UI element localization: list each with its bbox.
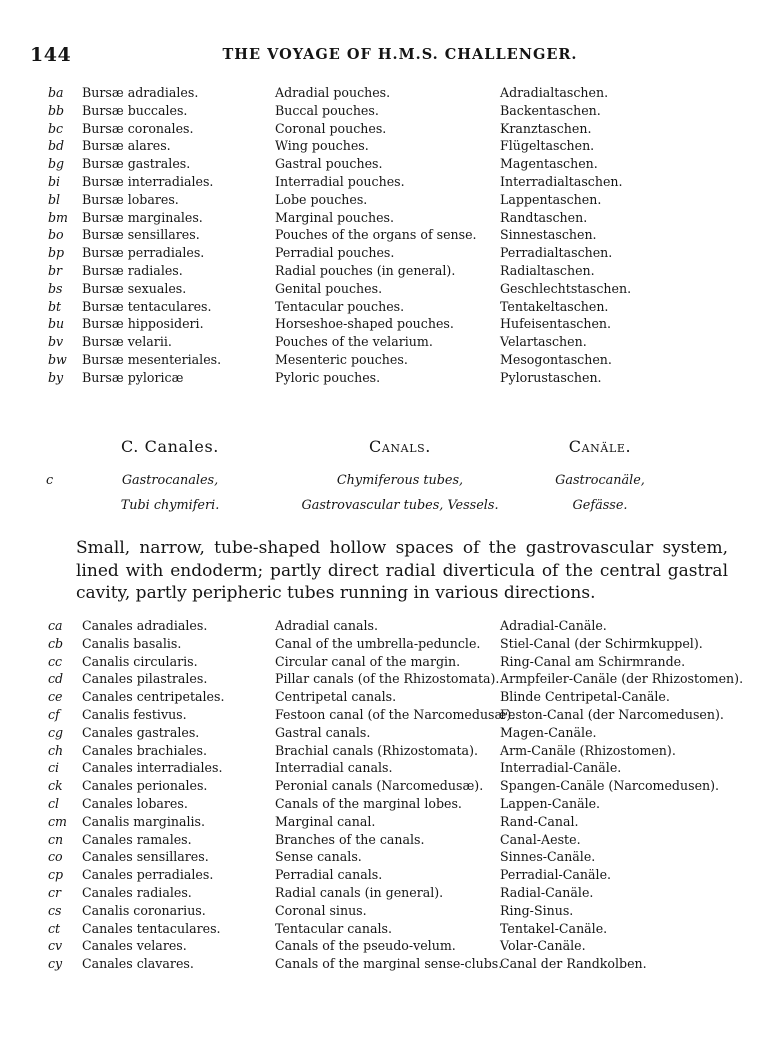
table-row xyxy=(0,920,776,938)
latin-term: Canales perradiales. xyxy=(82,867,214,883)
german-term: Radial-Canäle. xyxy=(500,884,594,900)
section-heading-german: Canäle. xyxy=(568,437,632,456)
table-row xyxy=(0,137,776,155)
abbr: cs xyxy=(48,902,62,918)
abbr: cf xyxy=(48,706,60,722)
latin-term: Canales velares. xyxy=(82,938,187,954)
latin-term: Canales lobares. xyxy=(82,795,188,811)
table-row xyxy=(0,742,776,760)
canales-table xyxy=(0,617,776,973)
english-term: Pouches of the organs of sense. xyxy=(275,227,477,243)
abbr: ct xyxy=(48,920,61,936)
latin-term: Canales radiales. xyxy=(82,884,192,900)
latin-term: Bursæ coronales. xyxy=(82,120,194,136)
latin-term: Bursæ velarii. xyxy=(82,334,172,350)
german-term: Magen-Canäle. xyxy=(500,724,597,740)
german-term: Mesogontaschen. xyxy=(500,351,612,367)
english-term: Radial canals (in general). xyxy=(275,884,444,900)
english-term: Coronal pouches. xyxy=(275,120,387,136)
german-term: Magentaschen. xyxy=(500,156,598,172)
german-term: Pylorustaschen. xyxy=(500,369,602,385)
abbr: cl xyxy=(48,795,60,811)
synonym-row xyxy=(0,498,776,518)
table-row xyxy=(0,351,776,369)
german-term: Spangen-Canäle (Narcomedusen). xyxy=(500,778,720,794)
english-term: Interradial canals. xyxy=(275,760,393,776)
latin-term: Bursæ gastrales. xyxy=(82,156,191,172)
table-row xyxy=(0,333,776,351)
latin-term: Bursæ sexuales. xyxy=(82,280,187,296)
section-heading-latin: C. Canales. xyxy=(121,437,219,456)
english-term: Wing pouches. xyxy=(275,138,369,154)
german-term: Sinnes-Canäle. xyxy=(500,849,596,865)
abbr: bc xyxy=(48,120,64,136)
table-row xyxy=(0,848,776,866)
table-row xyxy=(0,120,776,138)
german-term: Lappen-Canäle. xyxy=(500,795,601,811)
abbr: cy xyxy=(48,956,63,972)
english-term: Pillar canals (of the Rhizostomata). xyxy=(275,671,500,687)
german-term: Ring-Canal am Schirmrande. xyxy=(500,653,686,669)
latin-term: Canalis circularis. xyxy=(82,653,198,669)
german-term: Adradialtaschen. xyxy=(500,85,609,100)
section-heading-english: Canals. xyxy=(369,437,431,456)
english-term: Adradial pouches. xyxy=(275,85,391,100)
table-row xyxy=(0,955,776,973)
german-term: Blinde Centripetal-Canäle. xyxy=(500,689,670,705)
section-c-headings xyxy=(0,437,776,459)
english-term: Radial pouches (in general). xyxy=(275,262,456,278)
latin-term: Canales centripetales. xyxy=(82,689,225,705)
english-term: Mesenteric pouches. xyxy=(275,351,408,367)
german-term: Ring-Sinus. xyxy=(500,902,574,918)
english-term: Pyloric pouches. xyxy=(275,369,381,385)
latin-term: Bursæ sensillares. xyxy=(82,227,200,243)
synonym-abbr: c xyxy=(46,473,54,488)
abbr: bg xyxy=(48,156,65,172)
german-term: Hufeisentaschen. xyxy=(500,316,612,332)
table-row xyxy=(0,262,776,280)
english-term: Gastral pouches. xyxy=(275,156,383,172)
latin-term: Canales adradiales. xyxy=(82,618,208,633)
german-term: Rand-Canal. xyxy=(500,813,579,829)
abbr: cr xyxy=(48,884,62,900)
abbr: ch xyxy=(48,742,64,758)
latin-term: Canales pilastrales. xyxy=(82,671,208,687)
synonym-german: Gastrocanäle, xyxy=(555,473,645,488)
latin-term: Canales perionales. xyxy=(82,778,208,794)
table-row xyxy=(0,155,776,173)
german-term: Randtaschen. xyxy=(500,209,588,225)
latin-term: Bursæ interradiales. xyxy=(82,173,214,189)
german-term: Volar-Canäle. xyxy=(500,938,586,954)
latin-term: Canales clavares. xyxy=(82,956,194,972)
table-row xyxy=(0,759,776,777)
table-row xyxy=(0,617,776,635)
german-term: Interradial-Canäle. xyxy=(500,760,622,776)
abbr: bv xyxy=(48,334,64,350)
table-row xyxy=(0,298,776,316)
latin-term: Canalis coronarius. xyxy=(82,902,206,918)
english-term: Canal of the umbrella-peduncle. xyxy=(275,635,481,651)
synonym-german: Gefässe. xyxy=(572,498,628,513)
latin-term: Bursæ marginales. xyxy=(82,209,203,225)
latin-term: Canales tentaculares. xyxy=(82,920,221,936)
table-row xyxy=(0,102,776,120)
table-row xyxy=(0,937,776,955)
table-row xyxy=(0,884,776,902)
english-term: Tentacular pouches. xyxy=(275,298,405,314)
english-term: Perradial canals. xyxy=(275,867,383,883)
latin-term: Canalis marginalis. xyxy=(82,813,205,829)
latin-term: Canalis festivus. xyxy=(82,706,187,722)
english-term: Brachial canals (Rhizostomata). xyxy=(275,742,478,758)
german-term: Kranztaschen. xyxy=(500,120,592,136)
english-term: Horseshoe-shaped pouches. xyxy=(275,316,454,332)
abbr: bm xyxy=(48,209,69,225)
latin-term: Canales brachiales. xyxy=(82,742,207,758)
english-term: Marginal canal. xyxy=(275,813,376,829)
english-term: Canals of the marginal sense-clubs. xyxy=(275,956,503,972)
german-term: Flügeltaschen. xyxy=(500,138,595,154)
table-row xyxy=(0,795,776,813)
german-term: Lappentaschen. xyxy=(500,191,602,207)
abbr: ci xyxy=(48,760,60,776)
german-term: Canal der Randkolben. xyxy=(500,956,647,972)
english-term: Sense canals. xyxy=(275,849,362,865)
synonym-row xyxy=(0,473,776,493)
english-term: Buccal pouches. xyxy=(275,102,379,118)
table-row xyxy=(0,866,776,884)
table-row xyxy=(0,209,776,227)
abbr: cn xyxy=(48,831,64,847)
synonym-latin: Gastrocanales, xyxy=(121,473,219,488)
abbr: cg xyxy=(48,724,64,740)
running-head: THE VOYAGE OF H.M.S. CHALLENGER. xyxy=(222,46,578,63)
english-term: Marginal pouches. xyxy=(275,209,395,225)
english-term: Canals of the pseudo-velum. xyxy=(275,938,456,954)
german-term: Perradialtaschen. xyxy=(500,245,613,261)
table-row xyxy=(0,244,776,262)
synonym-english: Chymiferous tubes, xyxy=(336,473,464,488)
abbr: cm xyxy=(48,813,67,829)
synonym-latin: Tubi chymiferi. xyxy=(120,498,220,513)
abbr: cv xyxy=(48,938,63,954)
german-term: Velartaschen. xyxy=(500,334,587,350)
german-term: Armpfeiler-Canäle (der Rhizostomen). xyxy=(500,671,744,687)
latin-term: Canales interradiales. xyxy=(82,760,223,776)
table-row xyxy=(0,777,776,795)
abbr: bu xyxy=(48,316,65,332)
abbr: ce xyxy=(48,689,63,705)
latin-term: Canales gastrales. xyxy=(82,724,200,740)
german-term: Sinnestaschen. xyxy=(500,227,597,243)
latin-term: Bursæ buccales. xyxy=(82,102,188,118)
section-description: Small, narrow, tube-shaped hollow spaces of the gastrovascular system, lined with endoderm; partly direct radial diverticula of the central gastral cavity, partly peripheric tubes running in various directions. xyxy=(76,538,728,603)
table-row xyxy=(0,226,776,244)
abbr: bs xyxy=(48,280,63,296)
abbr: cd xyxy=(48,671,64,687)
latin-term: Bursæ alares. xyxy=(82,138,171,154)
english-term: Coronal sinus. xyxy=(275,902,367,918)
table-row xyxy=(0,724,776,742)
english-term: Branches of the canals. xyxy=(275,831,425,847)
latin-term: Bursæ perradiales. xyxy=(82,245,205,261)
latin-term: Bursæ adradiales. xyxy=(82,85,199,100)
table-row xyxy=(0,369,776,387)
latin-term: Canales ramales. xyxy=(82,831,192,847)
english-term: Festoon canal (of the Narcomedusæ). xyxy=(275,706,516,722)
abbr: bl xyxy=(48,191,61,207)
table-row xyxy=(0,653,776,671)
table-row xyxy=(0,688,776,706)
german-term: Stiel-Canal (der Schirmkuppel). xyxy=(500,635,703,651)
english-term: Gastral canals. xyxy=(275,724,371,740)
table-row xyxy=(0,813,776,831)
german-term: Radialtaschen. xyxy=(500,262,595,278)
table-row xyxy=(0,173,776,191)
latin-term: Bursæ pyloricæ xyxy=(82,369,184,385)
abbr: bt xyxy=(48,298,62,314)
german-term: Adradial-Canäle. xyxy=(500,618,607,633)
abbr: ba xyxy=(48,85,64,100)
table-row xyxy=(0,831,776,849)
german-term: Tentakeltaschen. xyxy=(500,298,609,314)
table-row xyxy=(0,635,776,653)
german-term: Interradialtaschen. xyxy=(500,173,623,189)
page-number: 144 xyxy=(30,44,72,66)
latin-term: Bursæ hipposideri. xyxy=(82,316,204,332)
english-term: Interradial pouches. xyxy=(275,173,405,189)
latin-term: Bursæ tentaculares. xyxy=(82,298,212,314)
table-row xyxy=(0,902,776,920)
latin-term: Canalis basalis. xyxy=(82,635,182,651)
latin-term: Bursæ radiales. xyxy=(82,262,183,278)
synonym-english: Gastrovascular tubes, Vessels. xyxy=(301,498,499,513)
english-term: Pouches of the velarium. xyxy=(275,334,433,350)
german-term: Geschlechtstaschen. xyxy=(500,280,632,296)
table-row xyxy=(0,191,776,209)
table-row xyxy=(0,280,776,298)
english-term: Circular canal of the margin. xyxy=(275,653,461,669)
abbr: by xyxy=(48,369,64,385)
abbr: bi xyxy=(48,173,61,189)
abbr: ck xyxy=(48,778,63,794)
latin-term: Bursæ mesenteriales. xyxy=(82,351,222,367)
abbr: co xyxy=(48,849,63,865)
english-term: Adradial canals. xyxy=(275,618,378,633)
abbr: bw xyxy=(48,351,67,367)
english-term: Lobe pouches. xyxy=(275,191,368,207)
english-term: Perradial pouches. xyxy=(275,245,395,261)
table-row xyxy=(0,706,776,724)
table-row xyxy=(0,315,776,333)
german-term: Tentakel-Canäle. xyxy=(500,920,608,936)
english-term: Tentacular canals. xyxy=(275,920,392,936)
abbr: ca xyxy=(48,618,63,633)
german-term: Arm-Canäle (Rhizostomen). xyxy=(500,742,676,758)
latin-term: Canales sensillares. xyxy=(82,849,209,865)
abbr: bd xyxy=(48,138,65,154)
abbr: cc xyxy=(48,653,63,669)
abbr: bb xyxy=(48,102,65,118)
bursae-table xyxy=(0,84,776,387)
abbr: cp xyxy=(48,867,64,883)
abbr: bp xyxy=(48,245,65,261)
latin-term: Bursæ lobares. xyxy=(82,191,179,207)
german-term: Backentaschen. xyxy=(500,102,601,118)
german-term: Canal-Aeste. xyxy=(500,831,581,847)
abbr: bo xyxy=(48,227,64,243)
english-term: Genital pouches. xyxy=(275,280,383,296)
table-row xyxy=(0,670,776,688)
english-term: Peronial canals (Narcomedusæ). xyxy=(275,778,484,794)
abbr: cb xyxy=(48,635,64,651)
english-term: Centripetal canals. xyxy=(275,689,397,705)
abbr: br xyxy=(48,262,63,278)
german-term: Feston-Canal (der Narcomedusen). xyxy=(500,706,724,722)
english-term: Canals of the marginal lobes. xyxy=(275,795,462,811)
german-term: Perradial-Canäle. xyxy=(500,867,612,883)
table-row xyxy=(0,84,776,102)
